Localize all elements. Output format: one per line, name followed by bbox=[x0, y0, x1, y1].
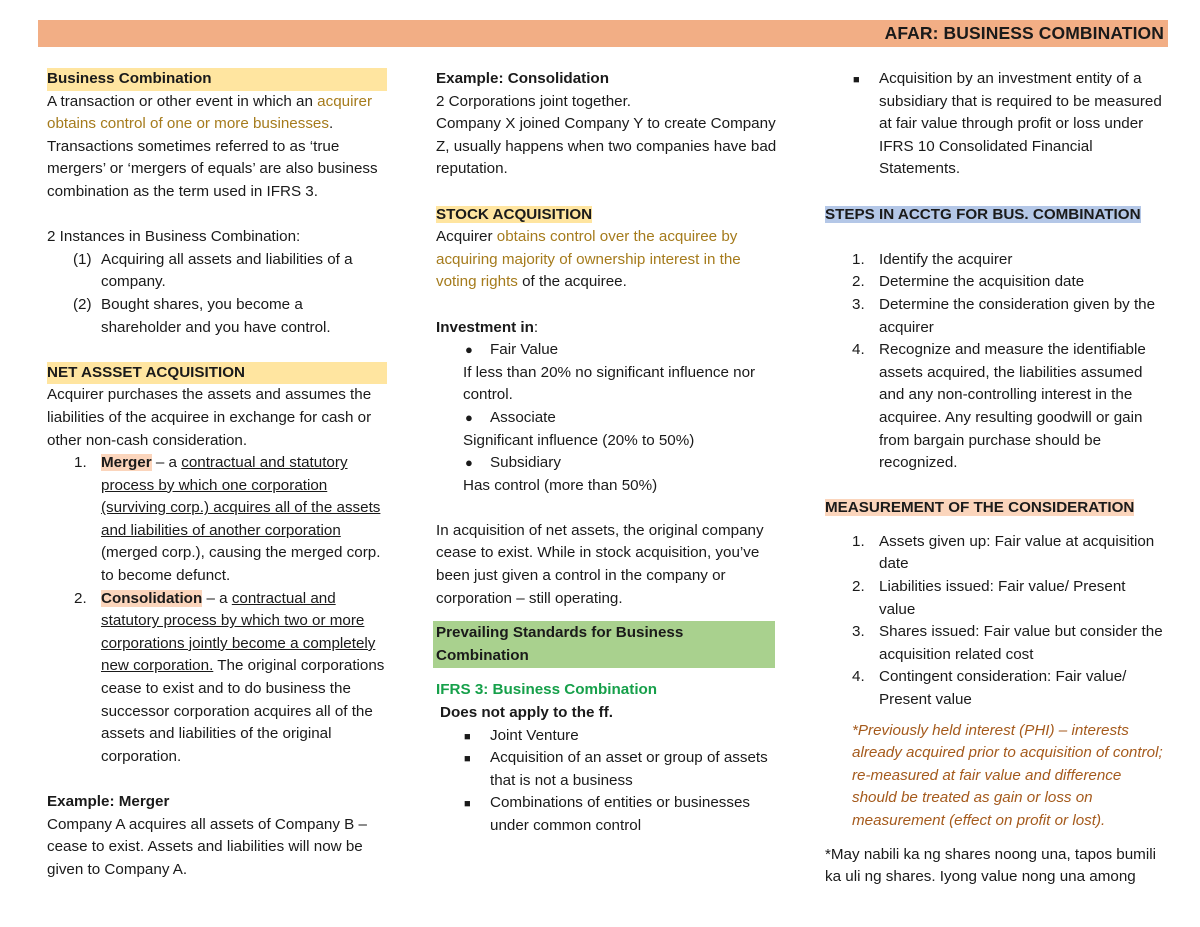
tagalog-note: *May nabili ka ng shares noong una, tapos bumili ka uli ng shares. Iyong value nong una among bbox=[825, 845, 1156, 886]
list-marker: 1. bbox=[852, 250, 865, 268]
list-item bbox=[825, 666, 1165, 711]
investment-label: Associate bbox=[490, 408, 556, 426]
stock-acquisition-text bbox=[436, 226, 781, 294]
business-combination-definition bbox=[47, 91, 387, 204]
investment-item-subsidiary bbox=[436, 452, 781, 475]
section-heading-steps: STEPS IN ACCTG FOR BUS. COMBINATION bbox=[825, 205, 1141, 223]
bullet-icon: ● bbox=[465, 409, 473, 425]
square-bullet-icon: ■ bbox=[464, 753, 471, 766]
exclusions-list bbox=[436, 725, 781, 838]
list-marker: 2. bbox=[852, 578, 865, 596]
square-bullet-icon: ■ bbox=[853, 74, 860, 86]
stock-text-rest: of the acquiree. bbox=[517, 273, 627, 291]
merger-definition-underlined: contractual and statutory process by which one corporation (surviving corp.) acquires all of the assets and liabilities of another corporation bbox=[101, 454, 381, 539]
investment-description: Significant influence (20% to 50%) bbox=[463, 431, 695, 449]
list-item bbox=[825, 249, 1165, 272]
section-heading-prevailing-standards: Prevailing Standards for Business Combination bbox=[433, 621, 775, 668]
investment-item-fair-value bbox=[436, 339, 781, 362]
investment-colon: : bbox=[533, 318, 539, 336]
header-bar bbox=[38, 20, 1168, 47]
list-marker: 3. bbox=[852, 623, 865, 641]
phi-note: *Previously held interest (PHI) – interests already acquired prior to acquisition of control; re-measured at fair value and difference should be treated as gain or loss on measurement (effect on profit or lost). bbox=[852, 721, 1163, 829]
definition-text-rest: . Transactions sometimes referred to as ‘true mergers’ or ‘mergers of equals’ are also business combination as the term used in IFRS 3. bbox=[47, 115, 378, 200]
stock-highlight: obtains control over the acquiree by acquiring majority of ownership interest in the voting rights bbox=[436, 228, 741, 291]
investment-item-associate bbox=[436, 407, 781, 430]
column-3 bbox=[825, 68, 1165, 889]
dash-text: – a bbox=[151, 454, 182, 472]
term-merger: Merger bbox=[101, 454, 152, 472]
list-marker: 4. bbox=[852, 341, 865, 359]
square-bullet-icon: ■ bbox=[464, 798, 471, 811]
list-item bbox=[825, 576, 1165, 621]
list-item-text: Acquiring all assets and liabilities of a company. bbox=[101, 250, 353, 291]
list-item bbox=[436, 725, 781, 748]
exclusions-list-continued bbox=[825, 68, 1165, 181]
section-heading-stock-acquisition: STOCK ACQUISITION bbox=[436, 205, 593, 223]
dash-text: – a bbox=[202, 589, 232, 607]
example-consolidation-line-2: Company X joined Company Y to create Company Z, usually happens when two companies have bad reputation. bbox=[436, 115, 777, 178]
section-heading-measurement: MEASUREMENT OF THE CONSIDERATION bbox=[825, 499, 1135, 517]
list-item bbox=[825, 339, 1165, 475]
definition-highlight: acquirer obtains control of one or more businesses bbox=[47, 92, 373, 133]
example-consolidation-line-1: 2 Corporations joint together. bbox=[436, 92, 632, 110]
list-item bbox=[436, 792, 781, 837]
list-item bbox=[436, 747, 781, 792]
column-1 bbox=[47, 68, 387, 881]
term-consolidation: Consolidation bbox=[101, 589, 203, 607]
consolidation-definition-underlined: contractual and statutory process by which two or more corporations jointly become a completely new corporation. bbox=[101, 589, 376, 675]
list-item-text: Acquisition by an investment entity of a subsidiary that is required to be measured at fair value through profit or loss under IFRS 10 Consolidated Financial Statements. bbox=[879, 70, 1162, 178]
list-item bbox=[47, 249, 387, 294]
section-heading-business-combination: Business Combination bbox=[47, 68, 387, 91]
list-marker: 2. bbox=[852, 273, 865, 291]
list-item-text: Liabilities issued: Fair value/ Present value bbox=[879, 578, 1126, 618]
investment-description: If less than 20% no significant influence nor control. bbox=[463, 363, 756, 404]
list-item-text: Joint Venture bbox=[490, 726, 579, 744]
list-item-merger bbox=[47, 452, 387, 588]
list-marker: 4. bbox=[852, 668, 865, 686]
list-marker: 2. bbox=[74, 589, 87, 607]
list-item-text: Shares issued: Fair value but consider the acquisition related cost bbox=[879, 623, 1163, 663]
list-marker: 3. bbox=[852, 295, 865, 313]
list-item bbox=[825, 294, 1165, 339]
ifrs3-heading: IFRS 3: Business Combination bbox=[436, 681, 658, 699]
list-item-text: Identify the acquirer bbox=[879, 250, 1013, 268]
list-item-text: Bought shares, you become a shareholder and you have control. bbox=[101, 295, 331, 336]
consolidation-definition-rest: The original corporations cease to exist and to do business the successor corporation acquires all of the assets and liabilities of the original corporation. bbox=[101, 657, 385, 765]
list-item bbox=[47, 294, 387, 339]
investment-heading bbox=[436, 317, 781, 340]
list-item-text: Acquisition of an asset or group of assets that is not a business bbox=[490, 749, 768, 789]
list-item-text: Determine the consideration given by the acquirer bbox=[879, 295, 1156, 336]
investment-description: Has control (more than 50%) bbox=[463, 476, 658, 494]
list-marker: 1. bbox=[74, 454, 87, 472]
document-title: AFAR: BUSINESS COMBINATION bbox=[884, 23, 1164, 43]
list-item-text: Assets given up: Fair value at acquisition date bbox=[879, 532, 1155, 573]
measurement-list bbox=[825, 531, 1165, 712]
list-item-text: Determine the acquisition date bbox=[879, 273, 1085, 291]
example-merger-text: Company A acquires all assets of Company B – cease to exist. Assets and liabilities will now be given to Company A. bbox=[47, 815, 367, 878]
merger-definition-rest: (merged corp.), causing the merged corp. to become defunct. bbox=[101, 544, 381, 585]
definition-text: A transaction or other event in which an bbox=[47, 92, 318, 110]
list-item-consolidation bbox=[47, 588, 387, 769]
bullet-icon: ● bbox=[465, 455, 473, 471]
list-item bbox=[825, 271, 1165, 294]
list-marker: (1) bbox=[73, 250, 92, 268]
list-item bbox=[825, 621, 1165, 666]
list-item bbox=[825, 68, 1165, 181]
square-bullet-icon: ■ bbox=[464, 730, 471, 743]
list-item-text: Combinations of entities or businesses under common control bbox=[490, 794, 751, 834]
acquisition-types-list bbox=[47, 452, 387, 768]
stock-text: Acquirer bbox=[436, 228, 497, 246]
investment-label: Fair Value bbox=[490, 341, 559, 359]
instances-intro: 2 Instances in Business Combination: bbox=[47, 228, 301, 246]
bullet-icon: ● bbox=[465, 342, 473, 358]
instances-list bbox=[47, 249, 387, 339]
list-item-text: Contingent consideration: Fair value/ Present value bbox=[879, 668, 1127, 709]
section-heading-net-asset-acquisition: NET ASSSET ACQUISITION bbox=[47, 362, 387, 385]
column-2 bbox=[436, 68, 781, 838]
investment-label: Subsidiary bbox=[490, 454, 561, 472]
example-consolidation-heading: Example: Consolidation bbox=[436, 70, 609, 87]
list-marker: 1. bbox=[852, 532, 865, 550]
example-merger-heading: Example: Merger bbox=[47, 793, 170, 810]
steps-list bbox=[825, 249, 1165, 475]
net-asset-acquisition-text: Acquirer purchases the assets and assumes the liabilities of the acquiree in exchange for cash or other non-cash consideration. bbox=[47, 386, 372, 449]
list-item-text: Recognize and measure the identifiable assets acquired, the liabilities assumed and any non-controlling interest in the acquiree. Any resulting goodwill or gain from bargain purchase should be recognized. bbox=[879, 341, 1146, 472]
does-not-apply-heading: Does not apply to the ff. bbox=[440, 704, 613, 722]
list-item bbox=[825, 531, 1165, 576]
comparison-text: In acquisition of net assets, the original company cease to exist. While in stock acquisition, you’ve been just given a control in the company or corporation – still operating. bbox=[436, 521, 764, 607]
investment-heading-text: Investment in bbox=[436, 318, 534, 336]
list-marker: (2) bbox=[73, 295, 92, 313]
